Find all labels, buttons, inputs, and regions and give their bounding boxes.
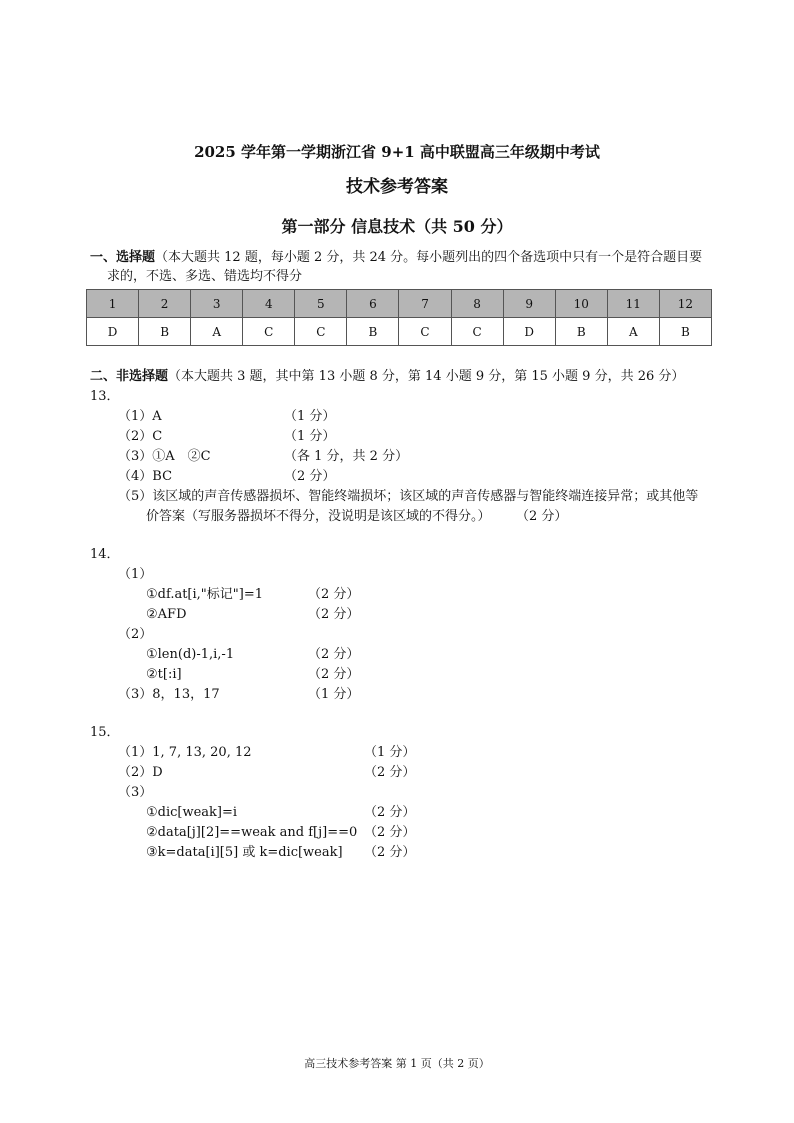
table-cell-number: 4 <box>243 290 295 318</box>
section1-desc-line1: （本大题共 12 题，每小题 2 分，共 24 分。每小题列出的四个备选项中只有一个是符合题目要 <box>155 250 703 265</box>
q14-part1-a: ①df.at[i,"标记"]=1 <box>146 587 263 602</box>
section2-description <box>90 368 684 386</box>
table-cell-answer: D <box>87 318 139 346</box>
q15-part3: （3） <box>118 785 153 800</box>
q15-part2: （2）D <box>118 765 163 780</box>
section1-label: 一、选择题 <box>90 250 156 265</box>
table-cell-number: 1 <box>87 290 139 318</box>
q13-item5-line2: 价答案（写服务器损坏不得分，没说明是该区域的不得分。） <box>146 509 491 524</box>
table-cell-number: 3 <box>191 290 243 318</box>
section2-label: 二、非选择题 <box>90 369 169 384</box>
table-cell-answer: A <box>191 318 243 346</box>
q13-item2-points: （1 分） <box>284 429 336 444</box>
q13-item5-line1: （5）该区域的声音传感器损坏、智能终端损坏；该区域的声音传感器与智能终端连接异常；或其他等 <box>118 489 699 504</box>
q15-part2-points: （2 分） <box>364 765 416 780</box>
table-cell-number: 5 <box>295 290 347 318</box>
q15-part3-a-points: （2 分） <box>364 805 416 820</box>
table-cell-answer: B <box>659 318 711 346</box>
table-cell-number: 9 <box>503 290 555 318</box>
q13-number: 13． <box>90 389 120 404</box>
page-footer: 高三技术参考答案 第 1 页（共 2 页） <box>304 1057 490 1070</box>
q15-part1-points: （1 分） <box>364 745 416 760</box>
table-row-numbers <box>87 290 712 318</box>
q14-part1: （1） <box>118 567 153 582</box>
choice-answer-table <box>86 289 712 346</box>
q14-part1-b: ②AFD <box>146 607 187 622</box>
q13-item2: （2）C <box>118 429 163 444</box>
table-cell-number: 2 <box>139 290 191 318</box>
q15-part3-c-points: （2 分） <box>364 845 416 860</box>
q13-item1-points: （1 分） <box>284 409 336 424</box>
q15-part3-b-points: （2 分） <box>364 825 416 840</box>
q15-number: 15． <box>90 725 120 740</box>
table-cell-answer: C <box>295 318 347 346</box>
table-cell-number: 7 <box>399 290 451 318</box>
q14-part2: （2） <box>118 627 153 642</box>
table-cell-number: 10 <box>555 290 607 318</box>
q14-part1-b-points: （2 分） <box>308 607 360 622</box>
table-cell-number: 8 <box>451 290 503 318</box>
q14-part2-a-points: （2 分） <box>308 647 360 662</box>
q14-part3: （3）8，13，17 <box>118 687 220 702</box>
section1-description <box>90 249 702 267</box>
q14-part2-b: ②t[:i] <box>146 667 182 682</box>
exam-title: 2025 学年第一学期浙江省 9+1 高中联盟高三年级期中考试 <box>194 143 600 161</box>
q13-item4: （4）BC <box>118 469 173 484</box>
table-cell-answer: C <box>451 318 503 346</box>
q14-part2-b-points: （2 分） <box>308 667 360 682</box>
table-cell-number: 12 <box>659 290 711 318</box>
table-cell-answer: B <box>139 318 191 346</box>
table-cell-answer: C <box>399 318 451 346</box>
answer-key-title: 技术参考答案 <box>346 177 448 197</box>
table-cell-answer: C <box>243 318 295 346</box>
q15-part1: （1）1, 7, 13, 20, 12 <box>118 745 252 760</box>
q15-part3-b: ②data[j][2]==weak and f[j]==0 <box>146 825 358 840</box>
q13-item3: （3）①A ②C <box>118 449 211 464</box>
table-cell-answer: B <box>555 318 607 346</box>
table-cell-number: 11 <box>607 290 659 318</box>
q14-number: 14． <box>90 547 120 562</box>
q13-item5-points: （2 分） <box>516 509 568 524</box>
q13-item1: （1）A <box>118 409 162 424</box>
q13-item3-points: （各 1 分，共 2 分） <box>284 449 409 464</box>
table-cell-answer: D <box>503 318 555 346</box>
q14-part1-a-points: （2 分） <box>308 587 360 602</box>
table-cell-answer: B <box>347 318 399 346</box>
q15-part3-c: ③k=data[i][5] 或 k=dic[weak] <box>146 845 343 860</box>
q13-item4-points: （2 分） <box>284 469 336 484</box>
table-cell-number: 6 <box>347 290 399 318</box>
table-row-answers <box>87 318 712 346</box>
q14-part3-points: （1 分） <box>308 687 360 702</box>
table-cell-answer: A <box>607 318 659 346</box>
section1-desc-line2: 求的，不选、多选、错选均不得分 <box>107 269 303 284</box>
part-title: 第一部分 信息技术（共 50 分） <box>281 217 513 236</box>
section2-desc: （本大题共 3 题，其中第 13 小题 8 分，第 14 小题 9 分，第 15 小题 9 分，共 26 分） <box>168 369 685 384</box>
q14-part2-a: ①len(d)-1,i,-1 <box>146 647 235 662</box>
q15-part3-a: ①dic[weak]=i <box>146 805 238 820</box>
